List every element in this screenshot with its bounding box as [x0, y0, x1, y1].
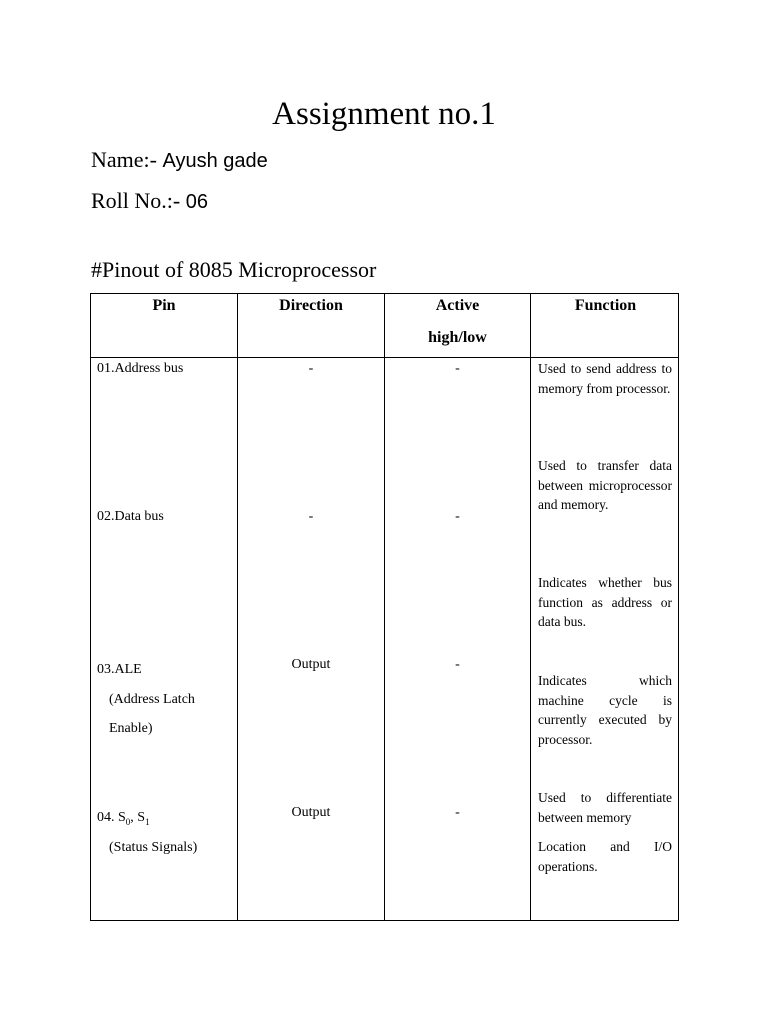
pinout-table [90, 293, 679, 921]
row-1-direction: - [308, 361, 314, 376]
function-text-1 [538, 359, 672, 398]
header-active-line2: high/low [428, 329, 487, 346]
row-4-pin-prefix: 04. S [97, 810, 126, 825]
function-text-6 [538, 837, 672, 876]
function-paragraph: Used to transfer data between microprocessor and memory. [538, 458, 672, 512]
function-text-4 [538, 671, 672, 749]
column-divider [384, 294, 385, 920]
section-heading: #Pinout of 8085 Microprocessor [91, 257, 377, 282]
row-2-pin: 02.Data bus [97, 509, 164, 524]
column-divider [530, 294, 531, 920]
row-4-pin-mid: , S [130, 810, 146, 825]
function-paragraph: Used to differentiate between memory [538, 790, 672, 825]
function-paragraph: Indicates whether bus function as address or data bus. [538, 575, 672, 629]
header-function: Function [574, 297, 637, 314]
row-4-pin-subscript-1: 1 [145, 816, 150, 827]
row-4-pin-name [97, 803, 197, 833]
row-2-active: - [455, 509, 460, 524]
header-active [385, 290, 530, 354]
function-paragraph: Indicates which machine cycle is currently executed by processor. [538, 673, 672, 747]
row-1-pin: 01.Address bus [97, 361, 184, 376]
student-name-line [91, 145, 268, 176]
header-pin: Pin [152, 297, 176, 314]
function-paragraph: Used to send address to memory from processor. [538, 361, 672, 396]
name-value: Ayush gade [162, 150, 268, 172]
roll-number-line [91, 186, 208, 217]
name-label: Name:- [91, 147, 163, 172]
row-3-direction: Output [291, 657, 331, 672]
row-2-direction: - [308, 509, 314, 524]
row-1-active: - [455, 361, 460, 376]
row-3-active: - [455, 657, 460, 672]
column-divider [237, 294, 238, 920]
row-4-active: - [455, 805, 460, 820]
row-3-pin-desc-1: (Address Latch [109, 691, 195, 707]
roll-label: Roll No.:- [91, 188, 186, 213]
header-direction: Direction [279, 297, 343, 314]
header-active-line1: Active [435, 297, 480, 314]
roll-value: 06 [185, 191, 208, 213]
function-text-5 [538, 788, 672, 827]
row-3-pin [97, 655, 195, 744]
document-title: Assignment no.1 [272, 96, 496, 132]
row-3-pin-desc-2: Enable) [109, 721, 153, 736]
row-3-pin-name: 03.ALE [97, 662, 142, 677]
header-divider [91, 357, 678, 358]
function-paragraph: Location and I/O operations. [538, 839, 672, 874]
row-4-pin [97, 803, 197, 862]
function-text-2 [538, 456, 672, 515]
row-4-pin-subscript-0: 0 [125, 816, 131, 827]
row-4-direction: Output [291, 805, 331, 820]
row-4-pin-desc: (Status Signals) [109, 839, 198, 855]
function-text-3 [538, 573, 672, 632]
